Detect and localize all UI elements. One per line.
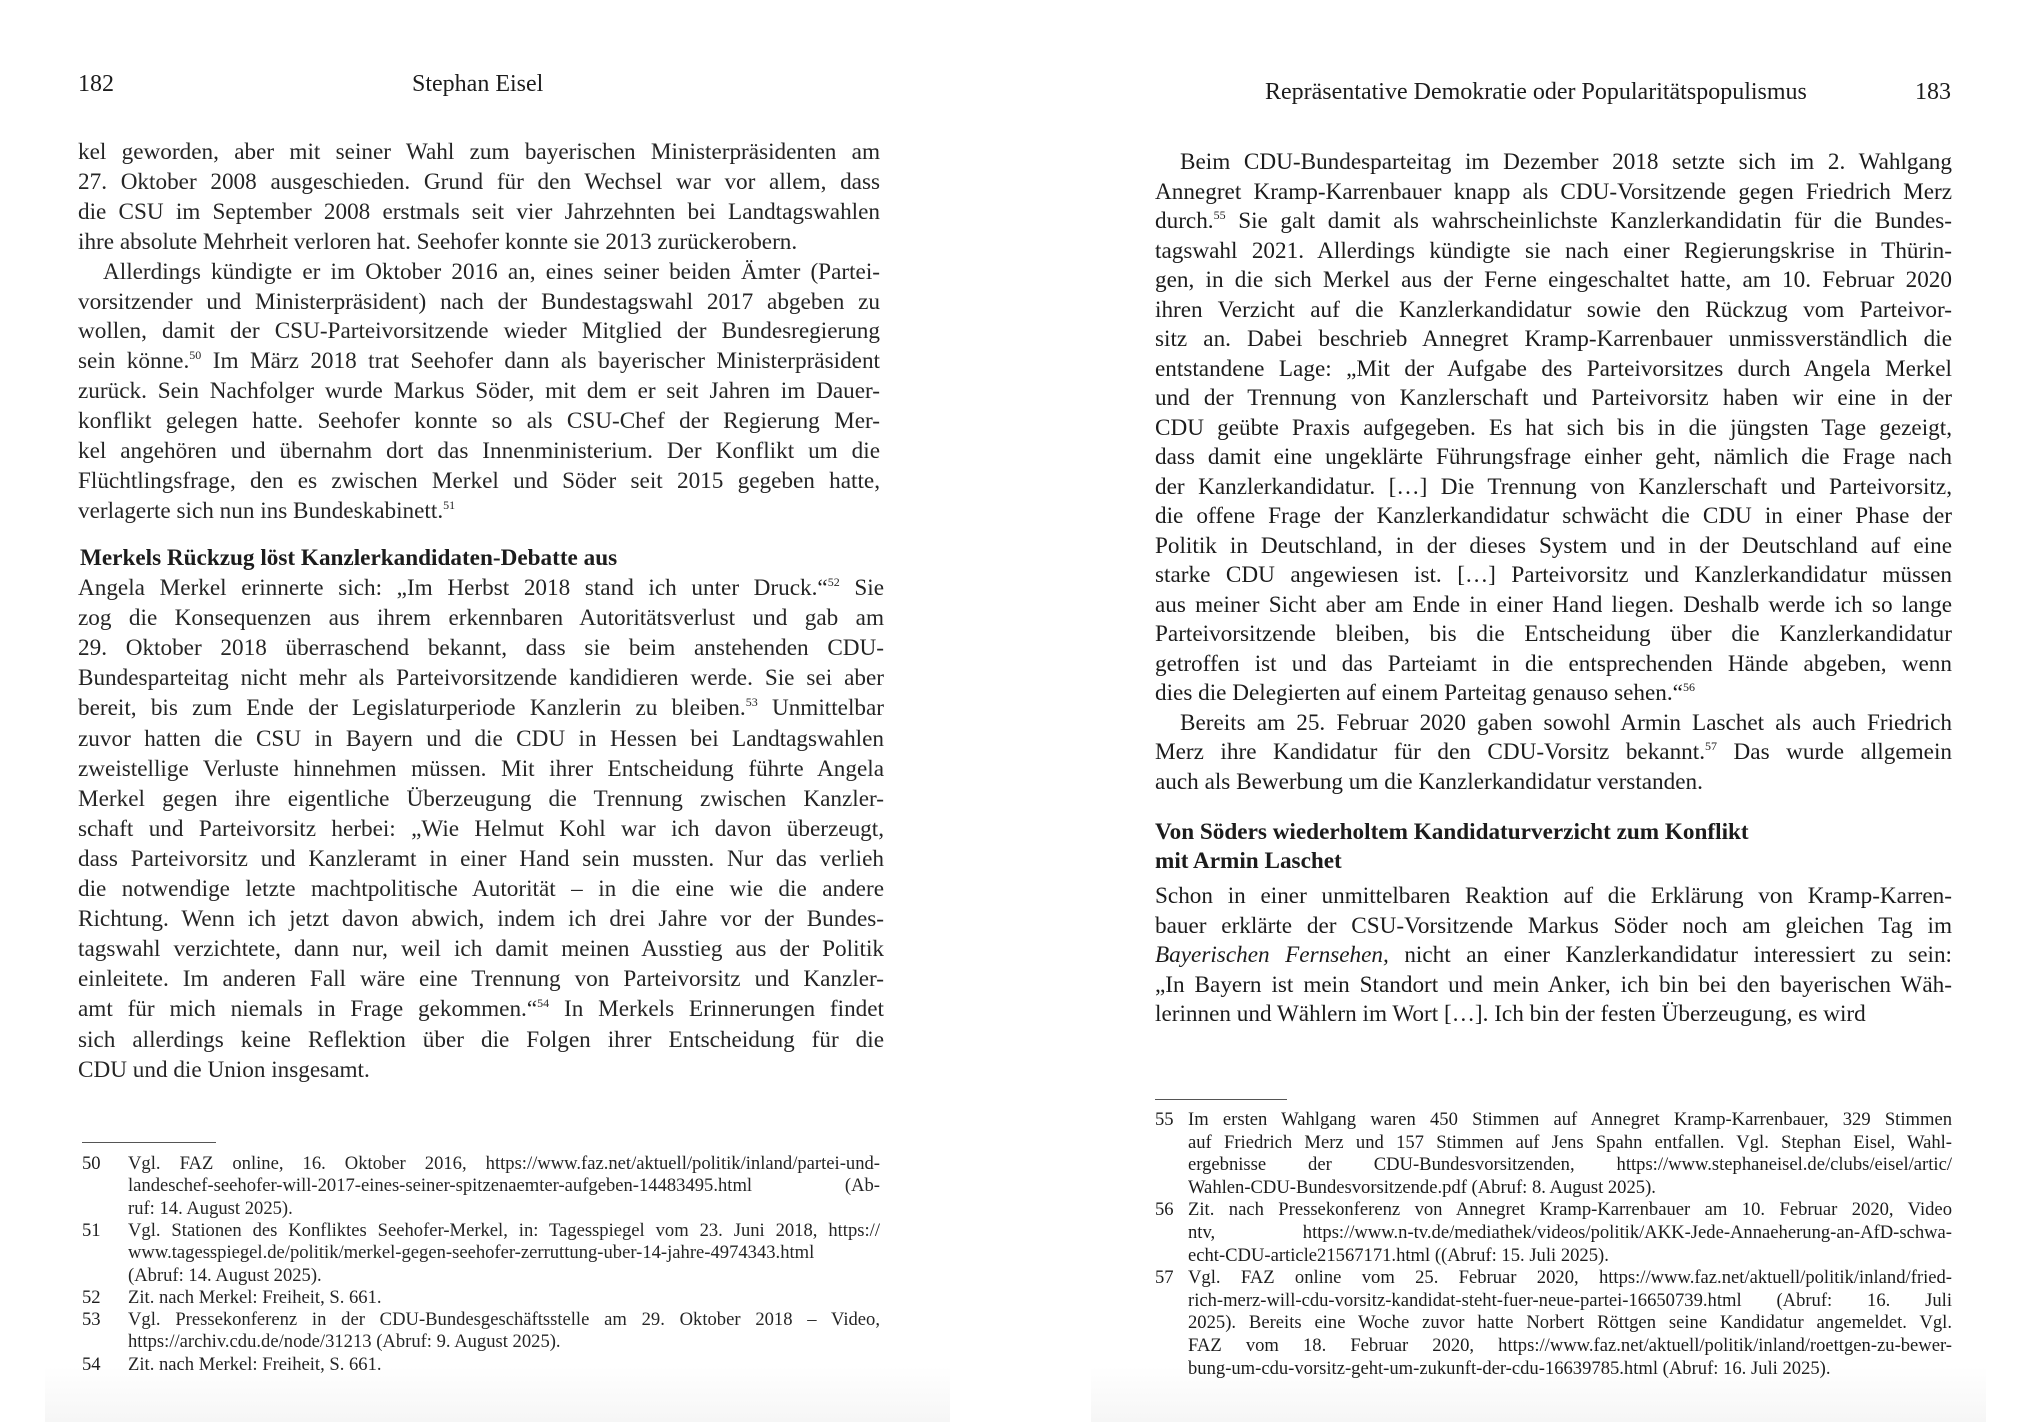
- text-line: sitz an. Dabei beschrieb Annegret Kramp-Karrenbauer unmissverständlich die: [1155, 326, 1952, 352]
- text-line: Merz ihre Kandidatur für den CDU-Vorsitz bekannt.$^{57}$ Das wurde allgemein: [1155, 739, 1952, 765]
- footnote-number: 54: [82, 1353, 101, 1375]
- text-line: starke CDU angewiesen ist. […] Parteivorsitz und Kanzlerkandidatur müssen: [1155, 562, 1952, 588]
- footnote-text: FAZ vom 18. Februar 2020, https://www.faz.net/aktuell/politik/inland/roettgen-zu-bewer-: [1188, 1335, 1952, 1356]
- text-line: zurück. Sein Nachfolger wurde Markus Söder, mit dem er seit Jahren im Dauer-: [78, 378, 880, 405]
- text-line: aus meiner Sicht aber am Ende in einer Hand liegen. Deshalb werde ich so lange: [1155, 591, 1952, 618]
- text-line: Schon in einer unmittelbaren Reaktion auf die Erklärung von Kramp-Karren-: [1155, 883, 1952, 909]
- text-line: konflikt gelegen hatte. Seehofer konnte so als CSU-Chef der Regierung Mer-: [78, 408, 880, 435]
- text-line: Politik in Deutschland, in der dieses System und in der Deutschland auf eine: [1155, 532, 1952, 559]
- italic-text: Bayerischen Fernsehen,: [1155, 942, 1389, 968]
- text-line: entstandene Lage: „Mit der Aufgabe des Parteivorsitzes durch Angela Merkel: [1155, 355, 1952, 382]
- text-line: sich allerdings keine Reflektion über die Folgen ihrer Entscheidung für die: [78, 1026, 884, 1053]
- footnote-text: 2025). Bereits eine Woche zuvor hatte Norbert Röttgen seine Kandidatur angemeldet. Vgl.: [1188, 1312, 1952, 1334]
- text-line: Bereits am 25. Februar 2020 gaben sowohl Armin Laschet als auch Friedrich: [1180, 709, 1952, 736]
- footnote-number: 57: [1155, 1267, 1174, 1289]
- page-shadow: [45, 1367, 950, 1422]
- text-line: dies die Delegierten auf einem Parteitag genauso sehen.“$^{56}$: [1155, 680, 1695, 706]
- text-line: einleitete. Im anderen Fall wäre eine Trennung von Parteivorsitz und Kanzler-: [78, 966, 884, 993]
- footnote-text: Vgl. FAZ online vom 25. Februar 2020, https://www.faz.net/aktuell/politik/inland/fried-: [1188, 1267, 1952, 1289]
- text-line: Annegret Kramp-Karrenbauer knapp als CDU-Vorsitzende gegen Friedrich Merz: [1155, 178, 1952, 205]
- text-line: die CSU im September 2008 erstmals seit vier Jahrzehnten bei Landtagswahlen: [78, 198, 880, 225]
- text-line: lerinnen und Wählern im Wort […]. Ich bin der festen Überzeugung, es wird: [1155, 1001, 1866, 1027]
- text-line: amt für mich niemals in Frage gekommen.“$^{54}$ In Merkels Erinnerungen findet: [78, 996, 885, 1023]
- running-head-author: Stephan Eisel: [412, 71, 544, 97]
- text-line: gen, in die sich Merkel aus der Ferne eingeschaltet hatte, am 10. Februar 2020: [1155, 267, 1952, 293]
- footnote-text: rich-merz-will-cdu-vorsitz-kandidat-steht-fuer-neue-partei-16650739.html (Abruf: 16. Juli: [1188, 1289, 1952, 1311]
- section-heading-line: mit Armin Laschet: [1155, 848, 1342, 874]
- text-line: wollen, damit der CSU-Parteivorsitzende wieder Mitglied der Bundesregierung: [78, 318, 880, 345]
- section-heading-line: Von Söders wiederholtem Kandidaturverzicht zum Konflikt: [1155, 819, 1749, 845]
- text-line: zog die Konsequenzen aus ihrem erkennbaren Autoritätsverlust und gab am: [78, 605, 884, 632]
- footnote-text: https://archiv.cdu.de/node/31213 (Abruf: 9. August 2025).: [128, 1331, 561, 1353]
- page-number-left: 182: [78, 71, 114, 97]
- footnote-text: bung-um-cdu-vorsitz-geht-um-zukunft-der-cdu-16639785.html (Abruf: 16. Juli 2025).: [1188, 1357, 1831, 1379]
- text-line: 29. Oktober 2018 überraschend bekannt, dass sie beim anstehenden CDU-: [78, 635, 884, 662]
- text-line: CDU geübte Praxis aufgegeben. Es hat sich bis in die jüngsten Tage gezeigt,: [1155, 414, 1952, 441]
- text-line: dass Parteivorsitz und Kanzleramt in einer Hand sein mussten. Nur das verlieh: [78, 845, 884, 872]
- text-line: Bundesparteitag nicht mehr als Parteivorsitzende kandidieren werde. Sie sei aber: [78, 665, 884, 692]
- footnote-text: Vgl. Pressekonferenz in der CDU-Bundesgeschäftsstelle am 29. Oktober 2018 – Video,: [128, 1309, 880, 1331]
- right-page: [1011, 0, 2022, 1422]
- footnote-text: Zit. nach Merkel: Freiheit, S. 661.: [128, 1286, 382, 1308]
- footnote-text: auf Friedrich Merz und 157 Stimmen auf Jens Spahn entfallen. Vgl. Stephan Eisel, Wahl-: [1188, 1131, 1952, 1153]
- text-line: getroffen ist und das Parteiamt in die entsprechenden Hände abgeben, wenn: [1155, 650, 1952, 677]
- text-line: Angela Merkel erinnerte sich: „Im Herbst 2018 stand ich unter Druck.“$^{52}$ Sie: [78, 575, 884, 601]
- text-line: tagswahl 2021. Allerdings kündigte sie nach einer Regierungskrise in Thürin-: [1155, 237, 1952, 264]
- text-line: 27. Oktober 2008 ausgeschieden. Grund für den Wechsel war vor allem, dass: [78, 168, 880, 195]
- text-line: verlagerte sich nun ins Bundeskabinett.$^{51}$: [78, 497, 456, 524]
- footnote-text: (Abruf: 14. August 2025).: [128, 1264, 322, 1286]
- footnote-number: 53: [82, 1309, 101, 1331]
- text-line: Parteivorsitzende bleiben, bis die Entscheidung über die Kanzlerkandidatur: [1155, 621, 1952, 647]
- text-line: Beim CDU-Bundesparteitag im Dezember 2018 setzte sich im 2. Wahlgang: [1180, 149, 1952, 175]
- text-line: vorsitzender und Ministerpräsident) nach der Bundestagswahl 2017 abgeben zu: [78, 288, 880, 315]
- text-line: Richtung. Wenn ich jetzt davon abwich, indem ich drei Jahre vor der Bundes-: [78, 906, 884, 933]
- text-line: und der Trennung von Kanzlerschaft und Parteivorsitz haben wir eine in der: [1155, 385, 1952, 411]
- footnote-text: landeschef-seehofer-will-2017-eines-seiner-spitzenaemter-aufgeben-14483495.html (Ab-: [128, 1175, 880, 1197]
- footnote-ref[interactable]: 50: [189, 348, 202, 363]
- footnote-text: ntv, https://www.n-tv.de/mediathek/videos/politik/AKK-Jede-Annaeherung-an-AfD-schwa-: [1188, 1222, 1952, 1243]
- text-line: kel geworden, aber mit seiner Wahl zum bayerischen Ministerpräsidenten am: [78, 139, 880, 165]
- text-line: CDU und die Union insgesamt.: [78, 1056, 370, 1083]
- text-line: die notwendige letzte machtpolitische Autorität – in die eine wie die andere: [78, 876, 884, 902]
- text-line: kel angehören und übernahm dort das Innenministerium. Der Konflikt um die: [78, 438, 880, 464]
- footnote-rule: [82, 1142, 216, 1143]
- text-line: bauer erklärte der CSU-Vorsitzende Markus Söder noch am gleichen Tag im: [1155, 912, 1952, 939]
- text-line: ihre absolute Mehrheit verloren hat. Seehofer konnte sie 2013 zurückerobern.: [78, 228, 798, 255]
- footnote-text: echt-CDU-article21567171.html ((Abruf: 15. Juli 2025).: [1188, 1244, 1609, 1266]
- text-line: Merkel gegen ihre eigentliche Überzeugung die Trennung zwischen Kanzler-: [78, 785, 884, 812]
- page-number-right: 183: [1915, 79, 1951, 105]
- text-line: bereit, bis zum Ende der Legislaturperiode Kanzlerin zu bleiben.$^{53}$ Unmittelbar: [78, 695, 884, 722]
- text-line: sein könne.$^{50}$ Im März 2018 trat Seehofer dann als bayerischer Ministerpräsident: [78, 348, 880, 375]
- footnote-number: 50: [82, 1153, 101, 1174]
- footnote-ref[interactable]: 52: [827, 575, 840, 589]
- text-line: dass damit eine ungeklärte Führungsfrage einher geht, nämlich die Frage nach: [1155, 444, 1952, 470]
- footnote-ref[interactable]: 53: [745, 695, 758, 710]
- text-line: der Kanzlerkandidatur. […] Die Trennung von Kanzlerschaft und Parteivorsitz,: [1155, 473, 1952, 500]
- footnote-text: Wahlen-CDU-Bundesvorsitzende.pdf (Abruf: 8. August 2025).: [1188, 1176, 1656, 1198]
- text-line: schaft und Parteivorsitz herbei: „Wie Helmut Kohl war ich davon überzeugt,: [78, 815, 884, 842]
- footnote-text: Vgl. FAZ online, 16. Oktober 2016, https://www.faz.net/aktuell/politik/inland/partei-und-: [128, 1153, 880, 1174]
- footnote-ref[interactable]: 54: [537, 996, 550, 1011]
- footnote-text: Zit. nach Pressekonferenz von Annegret Kramp-Karrenbauer am 10. Februar 2020, Video: [1188, 1199, 1952, 1221]
- footnote-number: 56: [1155, 1199, 1174, 1221]
- footnote-ref[interactable]: 56: [1682, 680, 1695, 694]
- running-head-title: Repräsentative Demokratie oder Popularitätspopulismus: [1265, 79, 1807, 105]
- footnote-text: ergebnisse der CDU-Bundesvorsitzenden, https://www.stephaneisel.de/clubs/eisel/artic/: [1188, 1154, 1952, 1176]
- text-line: Bayerischen Fernsehen, nicht an einer Kanzlerkandidatur interessiert zu sein:: [1155, 942, 1952, 968]
- footnote-number: 51: [82, 1219, 101, 1241]
- footnote-text: Zit. nach Merkel: Freiheit, S. 661.: [128, 1353, 382, 1375]
- section-heading: Merkels Rückzug löst Kanzlerkandidaten-Debatte aus: [80, 545, 618, 571]
- footnote-text: www.tagesspiegel.de/politik/merkel-gegen-seehofer-zerruttung-uber-14-jahre-4974343.html: [128, 1242, 815, 1264]
- text-line: auch als Bewerbung um die Kanzlerkandidatur verstanden.: [1155, 768, 1703, 795]
- text-line: Allerdings kündigte er im Oktober 2016 an, eines seiner beiden Ämter (Partei-: [103, 258, 880, 285]
- text-line: tagswahl verzichtete, dann nur, weil ich damit meinen Ausstieg aus der Politik: [78, 936, 884, 963]
- footnote-text: Vgl. Stationen des Konfliktes Seehofer-Merkel, in: Tagesspiegel vom 23. Juni 2018, https://: [128, 1219, 880, 1241]
- text-line: zweistellige Verluste hinnehmen müssen. Mit ihrer Entscheidung führte Angela: [78, 755, 884, 782]
- text-line: die offene Frage der Kanzlerkandidatur schwächt die CDU in einer Phase der: [1155, 503, 1952, 529]
- footnote-number: 52: [82, 1286, 101, 1308]
- footnote-ref[interactable]: 57: [1705, 739, 1718, 753]
- text-line: zuvor hatten die CSU in Bayern und die CDU in Hessen bei Landtagswahlen: [78, 725, 884, 752]
- footnote-text: ruf: 14. August 2025).: [128, 1197, 293, 1219]
- footnote-ref[interactable]: 55: [1213, 208, 1226, 222]
- footnote-ref[interactable]: 51: [443, 497, 456, 512]
- text-line: „In Bayern ist mein Standort und mein Anker, ich bin bei den bayerischen Wäh-: [1155, 971, 1952, 998]
- footnote-text: Im ersten Wahlgang waren 450 Stimmen auf Annegret Kramp-Karrenbauer, 329 Stimmen: [1188, 1109, 1952, 1130]
- footnote-number: 55: [1155, 1109, 1174, 1130]
- text-line: durch.$^{55}$ Sie galt damit als wahrscheinlichste Kanzlerkandidatin für die Bundes-: [1155, 208, 1952, 234]
- text-line: ihren Verzicht auf die Kanzlerkandidatur sowie den Rückzug vom Parteivor-: [1155, 296, 1952, 323]
- text-line: Flüchtlingsfrage, den es zwischen Merkel und Söder seit 2015 gegeben hatte,: [78, 467, 880, 494]
- footnote-rule: [1155, 1099, 1287, 1100]
